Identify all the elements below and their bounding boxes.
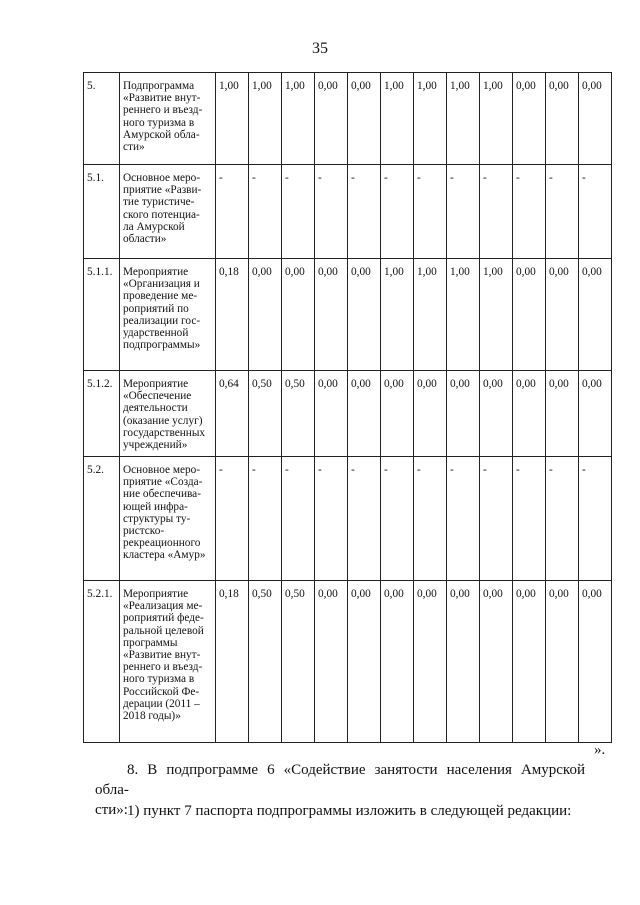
value-cell: - xyxy=(447,165,480,259)
table-row xyxy=(84,165,612,259)
value-cell: 0,50 xyxy=(249,371,282,457)
table-row xyxy=(84,259,612,371)
value-cell: 0,00 xyxy=(315,371,348,457)
value-cell: - xyxy=(315,457,348,581)
value-cell: - xyxy=(480,165,513,259)
page-number: 35 xyxy=(312,40,328,57)
value-cell: 1,00 xyxy=(447,73,480,165)
value-cell: - xyxy=(249,457,282,581)
value-cell: 0,00 xyxy=(579,371,612,457)
value-cell: 0,00 xyxy=(315,73,348,165)
value-cell: 0,64 xyxy=(216,371,249,457)
value-cell: 0,00 xyxy=(546,259,579,371)
paragraph-1: 1) пункт 7 паспорта подпрограммы изложить в следующей редакции: xyxy=(127,803,572,819)
row-name: Мероприятие «Организация и проведение ме- роприятий по реализации гос- ударственной подпрограммы» xyxy=(120,259,216,371)
value-cell: 1,00 xyxy=(480,259,513,371)
value-cell: 0,00 xyxy=(414,581,447,743)
value-cell: 0,00 xyxy=(348,371,381,457)
value-cell: 0,00 xyxy=(348,73,381,165)
value-cell: 0,00 xyxy=(513,371,546,457)
row-name: Мероприятие «Обеспечение деятельности (оказание услуг) государственных учреждений» xyxy=(120,371,216,457)
value-cell: 0,00 xyxy=(348,581,381,743)
value-cell: - xyxy=(216,457,249,581)
paragraph-8-line1: 8. В подпрограмме 6 «Содействие занятости населения Амурской обла- xyxy=(95,762,585,798)
value-cell: 0,00 xyxy=(513,259,546,371)
value-cell: 0,50 xyxy=(249,581,282,743)
value-cell: 0,00 xyxy=(315,581,348,743)
value-cell: 1,00 xyxy=(414,259,447,371)
value-cell: - xyxy=(249,165,282,259)
value-cell: - xyxy=(513,457,546,581)
value-cell: 0,00 xyxy=(348,259,381,371)
value-cell: 0,00 xyxy=(513,581,546,743)
value-cell: 1,00 xyxy=(381,73,414,165)
table-row xyxy=(84,457,612,581)
row-name: Основное меро- приятие «Созда- ние обеспечива- ющей инфра- структуры ту- ристско- рекреационного кластера «Амур» xyxy=(120,457,216,581)
value-cell: - xyxy=(381,457,414,581)
table-row xyxy=(84,371,612,457)
value-cell: - xyxy=(414,457,447,581)
value-cell: 0,00 xyxy=(546,371,579,457)
value-cell: 0,00 xyxy=(513,73,546,165)
value-cell: - xyxy=(579,165,612,259)
value-cell: - xyxy=(381,165,414,259)
row-number: 5.1.2. xyxy=(84,371,120,457)
value-cell: 0,00 xyxy=(447,581,480,743)
value-cell: 0,18 xyxy=(216,259,249,371)
value-cell: - xyxy=(414,165,447,259)
row-number: 5. xyxy=(84,73,120,165)
value-cell: 0,00 xyxy=(480,581,513,743)
value-cell: 1,00 xyxy=(282,73,315,165)
value-cell: 1,00 xyxy=(381,259,414,371)
value-cell: - xyxy=(579,457,612,581)
row-number: 5.2. xyxy=(84,457,120,581)
value-cell: - xyxy=(546,457,579,581)
row-number: 5.2.1. xyxy=(84,581,120,743)
row-name: Основное меро- приятие «Разви- тие туристиче- ского потенциа- ла Амурской области» xyxy=(120,165,216,259)
value-cell: - xyxy=(216,165,249,259)
value-cell: - xyxy=(447,457,480,581)
value-cell: - xyxy=(480,457,513,581)
value-cell: 1,00 xyxy=(216,73,249,165)
value-cell: 0,00 xyxy=(315,259,348,371)
value-cell: - xyxy=(282,165,315,259)
row-number: 5.1. xyxy=(84,165,120,259)
value-cell: 0,50 xyxy=(282,371,315,457)
value-cell: - xyxy=(546,165,579,259)
value-cell: - xyxy=(348,457,381,581)
paragraph-8-line2: сти»: xyxy=(95,802,128,818)
value-cell: 1,00 xyxy=(447,259,480,371)
value-cell: 0,50 xyxy=(282,581,315,743)
row-name: Подпрограмма «Развитие внут- реннего и въезд- ного туризма в Амурской обла- сти» xyxy=(120,73,216,165)
table-row xyxy=(84,73,612,165)
closing-quote: ». xyxy=(594,742,606,758)
value-cell: 0,00 xyxy=(414,371,447,457)
value-cell: 0,00 xyxy=(546,581,579,743)
value-cell: - xyxy=(348,165,381,259)
table-row xyxy=(84,581,612,743)
row-name: Мероприятие «Реализация ме- роприятий феде- ральной целевой программы «Развитие внут- реннего и въезд- ного туризма в Российской Фе- дерации (2011 – 2018 годы)» xyxy=(120,581,216,743)
value-cell: 0,18 xyxy=(216,581,249,743)
value-cell: - xyxy=(315,165,348,259)
value-cell: - xyxy=(513,165,546,259)
row-number: 5.1.1. xyxy=(84,259,120,371)
value-cell: 0,00 xyxy=(249,259,282,371)
value-cell: 0,00 xyxy=(282,259,315,371)
value-cell: 0,00 xyxy=(381,581,414,743)
value-cell: 1,00 xyxy=(414,73,447,165)
value-cell: 1,00 xyxy=(480,73,513,165)
value-cell: 0,00 xyxy=(480,371,513,457)
funding-table xyxy=(83,72,612,743)
value-cell: 0,00 xyxy=(579,581,612,743)
value-cell: 0,00 xyxy=(381,371,414,457)
value-cell: 1,00 xyxy=(249,73,282,165)
value-cell: 0,00 xyxy=(579,259,612,371)
value-cell: 0,00 xyxy=(447,371,480,457)
value-cell: 0,00 xyxy=(579,73,612,165)
value-cell: 0,00 xyxy=(546,73,579,165)
value-cell: - xyxy=(282,457,315,581)
